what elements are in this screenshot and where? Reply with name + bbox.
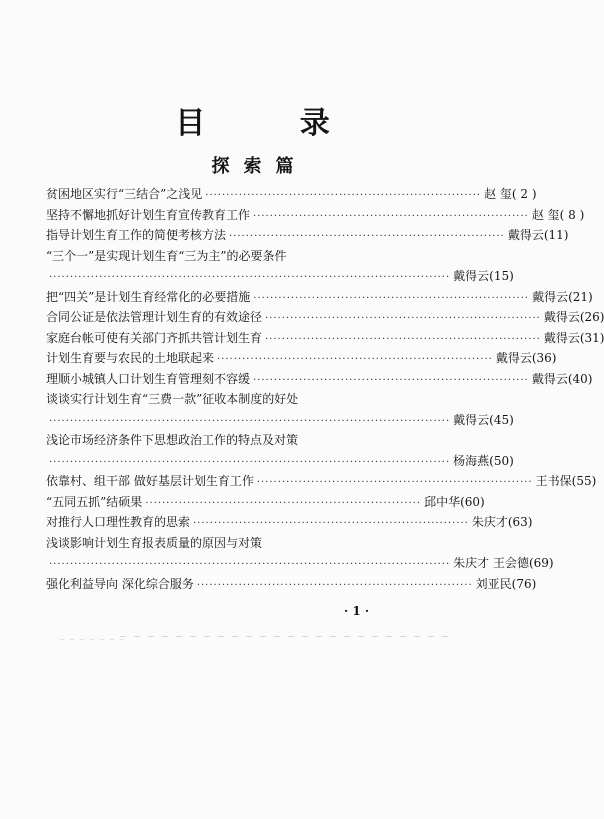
entry-title: 对推行人口理性教育的思索 [46,515,191,529]
toc-entry[interactable] [46,574,537,595]
entry-page: (55) [571,474,597,488]
entry-page: (60) [460,494,485,509]
leader-dots: ·································································· [205,190,482,201]
entry-page: ( 2 ) [511,187,537,201]
entry-author: 刘亚民 [475,576,512,591]
leader-dots: ································································································ [49,559,451,570]
entry-page: (36) [531,351,557,365]
entry-author: 戴得云 [453,269,490,283]
toc-entry[interactable] [46,492,485,513]
toc-entry[interactable] [46,287,593,308]
toc-entry[interactable] [46,205,585,226]
entry-page: (63) [507,515,533,529]
page-title: 目 录 [175,106,372,141]
leader-dots: ·································································· [265,333,541,345]
entry-page: (15) [489,269,514,283]
entry-title: 理顺小城镇人口计划生育管理刻不容缓 [46,371,251,386]
entry-author: 戴得云 [532,289,569,304]
toc-entry[interactable] [46,389,514,430]
toc-entry[interactable] [46,471,597,492]
leader-dots: ·································································· [253,210,529,222]
entry-author: 朱庆才 王会德 [453,556,529,570]
leader-dots: ································································································ [49,415,451,427]
entry-page: (40) [567,371,593,386]
entry-author: 戴得云 [495,351,532,365]
entry-page: (50) [489,453,514,468]
scan-artifact [120,636,450,637]
entry-title: 谈谈实行计划生育“三费一款”征收本制度的好处 [46,392,299,406]
toc-entry[interactable] [46,246,514,287]
entry-page: (26) [579,310,604,324]
entry-author: 戴得云 [543,310,580,324]
toc-entry[interactable] [46,307,604,328]
entry-title: 计划生育要与农民的土地联起来 [46,351,215,365]
entry-author: 赵 玺 [531,207,560,222]
toc-entry[interactable] [46,512,533,533]
entry-page: (69) [528,556,554,570]
entry-title: 指导计划生育工作的简便考核方法 [46,228,227,242]
toc-entry[interactable] [46,184,537,205]
leader-dots: ·································································· [196,579,473,591]
entry-page: (76) [511,576,537,591]
page-number: · 1 · [344,604,370,618]
entry-page: (11) [543,228,569,242]
toc-entry[interactable] [46,369,593,390]
entry-author: 戴得云 [453,412,490,427]
entry-title: 浅论市场经济条件下思想政治工作的特点及对策 [46,433,299,447]
entry-author: 邱中华 [424,494,461,509]
entry-title: 家庭台帐可使有关部门齐抓共管计划生育 [46,330,263,345]
entry-title: 强化利益导向 深化综合服务 [46,576,194,591]
entry-title: 贫困地区实行“三结合”之浅见 [46,187,203,201]
entry-page: ( 8 ) [559,207,585,222]
entry-title: 依靠村、组干部 做好基层计划生育工作 [46,474,254,488]
leader-dots: ································································································ [49,456,451,468]
entry-page: (31) [579,330,604,345]
toc-entry[interactable] [46,348,557,369]
entry-title: 坚持不懈地抓好计划生育宣传教育工作 [46,207,251,222]
toc-list [46,184,604,594]
leader-dots: ································································································ [49,272,451,283]
entry-author: 戴得云 [507,228,544,242]
scan-artifact [60,639,130,640]
toc-entry[interactable] [46,430,514,471]
entry-author: 戴得云 [543,330,580,345]
toc-entry[interactable] [46,328,604,349]
leader-dots: ·································································· [145,497,422,509]
leader-dots: ·································································· [229,231,505,242]
entry-author: 朱庆才 [471,515,508,529]
entry-title: 浅谈影响计划生育报表质量的原因与对策 [46,535,263,550]
leader-dots: ·································································· [253,374,529,386]
entry-page: (45) [489,412,514,427]
entry-author: 赵 玺 [484,187,512,201]
entry-title: “五同五抓”结硕果 [46,494,143,509]
leader-dots: ·································································· [253,292,530,304]
toc-entry[interactable] [46,225,569,246]
entry-title: “三个一”是实现计划生育“三为主”的必要条件 [46,248,287,263]
section-heading: 探索篇 [211,156,308,177]
entry-title: 把“四关”是计划生育经常化的必要措施 [46,289,251,304]
entry-page: (21) [568,289,593,304]
leader-dots: ·································································· [217,354,493,365]
entry-author: 王书保 [535,474,572,488]
toc-entry[interactable] [46,533,554,574]
leader-dots: ·································································· [256,477,533,488]
entry-author: 杨海燕 [453,453,490,468]
leader-dots: ·································································· [193,518,469,529]
entry-author: 戴得云 [531,371,568,386]
leader-dots: ·································································· [265,313,541,324]
entry-title: 合同公证是依法管理计划生育的有效途径 [46,310,263,324]
